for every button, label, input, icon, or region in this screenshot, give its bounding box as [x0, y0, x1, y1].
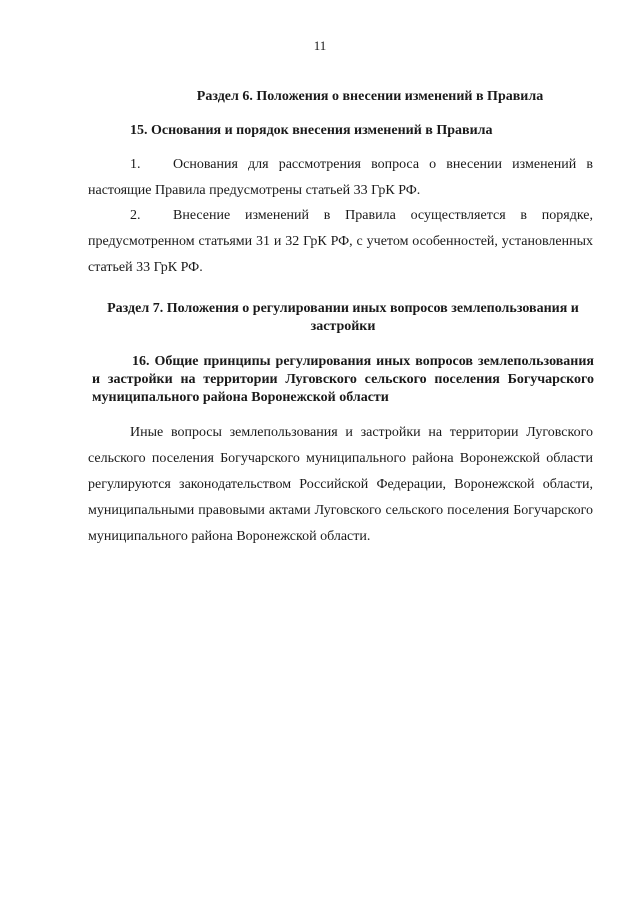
article-16-title: 16. Общие принципы регулирования иных вопросов землепользования и застройки на территории Луговского сельского поселения Богучарского муниципального района Воронежской области	[92, 354, 594, 405]
section-7-heading: Раздел 7. Положения о регулировании иных вопросов землепользования и застройки	[107, 301, 579, 334]
item-text: Основания для рассмотрения вопроса о внесении изменений в настоящие Правила предусмотрены статьей 33 ГрК РФ.	[88, 157, 593, 198]
article-15-item-2	[88, 203, 593, 281]
item-number: 1.	[130, 157, 141, 172]
page-number: 11	[313, 38, 327, 53]
article-16-text: Иные вопросы землепользования и застройки на территории Луговского сельского поселения Богучарского муниципального района Воронежской области регулируются законодательством Российской Федерации, Воронежской области, муниципальными правовыми актами Луговского сельского поселения Богучарского муниципального района Воронежской области.	[88, 425, 593, 544]
item-number: 2.	[130, 208, 141, 223]
article-15-item-1	[88, 152, 593, 204]
article-16-heading	[92, 353, 594, 407]
section-6-heading: Раздел 6. Положения о внесении изменений в Правила	[196, 89, 544, 104]
article-15-heading: 15. Основания и порядок внесения изменений в Правила	[130, 123, 493, 138]
item-text: Внесение изменений в Правила осуществляется в порядке, предусмотренном статьями 31 и 32 ГрК РФ, с учетом особенностей, установленных статьей 33 ГрК РФ.	[88, 208, 593, 275]
article-16-body	[88, 420, 593, 550]
